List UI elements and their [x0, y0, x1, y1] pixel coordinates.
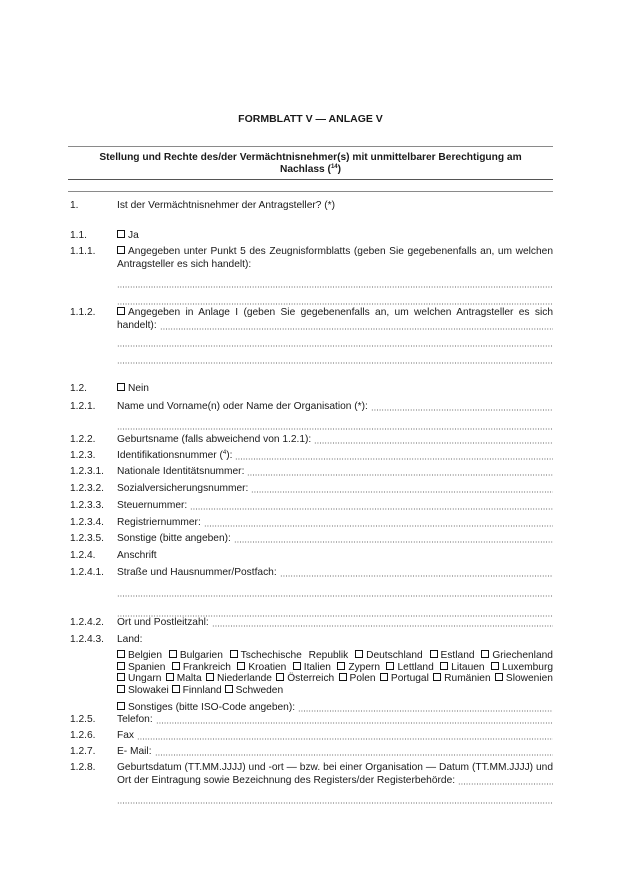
- field-label: E- Mail:: [117, 746, 152, 757]
- divider: [68, 191, 553, 192]
- field-label-line1: Geburtsdatum (TT.MM.JJJJ) und -ort — bzw. bei einer Organisation — Datum (TT.MM.JJJJ) und: [117, 762, 553, 773]
- country-option: [380, 673, 429, 684]
- country-option: [117, 673, 161, 684]
- country-label: Estland: [440, 650, 475, 661]
- sonstige-input[interactable]: [234, 533, 553, 543]
- sozialversicherung-input[interactable]: [251, 483, 553, 493]
- country-option: [337, 662, 380, 673]
- name-input[interactable]: [371, 401, 553, 411]
- field-label: Nationale Identitätsnummer:: [117, 466, 245, 477]
- field-label: Straße und Hausnummer/Postfach:: [117, 567, 277, 578]
- country-checkbox[interactable]: [166, 673, 174, 681]
- country-option: [339, 673, 376, 684]
- item-number: 1.2.: [70, 383, 87, 394]
- country-option: [276, 673, 334, 684]
- field-label: Sozialversicherungsnummer:: [117, 483, 249, 494]
- country-label: Rumänien: [444, 673, 491, 685]
- email-input[interactable]: [155, 746, 553, 756]
- country-label: Slowenien: [505, 673, 553, 685]
- strasse-input[interactable]: [280, 567, 553, 577]
- country-checkbox[interactable]: [172, 662, 180, 670]
- country-checkbox-list: [117, 650, 553, 696]
- nationale-id-input[interactable]: [247, 466, 553, 476]
- country-checkbox[interactable]: [491, 662, 499, 670]
- fill-line[interactable]: [117, 277, 553, 290]
- checkbox-ja[interactable]: [117, 230, 125, 238]
- footnote-ref: 4: [222, 450, 227, 456]
- country-option: [481, 650, 553, 661]
- country-option: [433, 673, 490, 684]
- country-checkbox[interactable]: [206, 673, 214, 681]
- country-label: Polen: [349, 673, 376, 685]
- item-number: 1.2.3.4.: [70, 517, 104, 528]
- item-number: 1.2.4.2.: [70, 617, 104, 628]
- field-label: Sonstige (bitte angeben):: [117, 533, 231, 544]
- country-option: [166, 673, 202, 684]
- option-text-line2: handelt):: [117, 320, 157, 331]
- steuernummer-input[interactable]: [190, 500, 553, 510]
- checkbox-punkt-5[interactable]: [117, 246, 125, 254]
- country-option: [495, 673, 553, 684]
- checkbox-nein[interactable]: [117, 383, 125, 391]
- item-number: 1.2.4.3.: [70, 634, 104, 645]
- country-label: Portugal: [390, 673, 429, 685]
- country-checkbox[interactable]: [495, 673, 503, 681]
- country-label: Bulgarien: [179, 650, 223, 661]
- country-checkbox[interactable]: [117, 685, 125, 693]
- country-label: Kroatien: [248, 661, 287, 673]
- country-checkbox[interactable]: [355, 650, 363, 658]
- fax-input[interactable]: [137, 730, 553, 740]
- section-title-line1: Stellung und Rechte des/der Vermächtnisnehmer(s) mit unmittelbarer Berechtigung am: [99, 152, 522, 163]
- country-label: Lettland: [397, 661, 434, 673]
- country-option: [430, 650, 475, 661]
- other-country-label: Sonstiges (bitte ISO-Code angeben):: [128, 702, 296, 714]
- country-label: Deutschland: [366, 650, 423, 661]
- country-checkbox[interactable]: [386, 662, 394, 670]
- option-text-line1: Angegeben unter Punkt 5 des Zeugnisformblatts (geben Sie gegebenenfalls an, um welchen: [128, 246, 553, 257]
- geburtsdatum-input[interactable]: [458, 775, 553, 785]
- field-label: Geburtsname (falls abweichend von 1.2.1):: [117, 434, 312, 445]
- country-checkbox[interactable]: [237, 662, 245, 670]
- fill-line[interactable]: [117, 353, 553, 366]
- country-checkbox[interactable]: [225, 685, 233, 693]
- country-option: [293, 662, 331, 673]
- country-checkbox[interactable]: [276, 673, 284, 681]
- item-number: 1.: [70, 200, 79, 211]
- country-option: [230, 650, 349, 661]
- item-number: 1.2.8.: [70, 762, 96, 773]
- item-number: 1.2.4.: [70, 550, 96, 561]
- field-label: Land:: [117, 634, 143, 645]
- ort-input[interactable]: [212, 617, 553, 627]
- item-number: 1.1.2.: [70, 307, 96, 318]
- country-option: [117, 650, 162, 661]
- checkbox-anlage-1[interactable]: [117, 307, 125, 315]
- country-checkbox[interactable]: [380, 673, 388, 681]
- country-label: Luxemburg: [502, 661, 553, 673]
- field-label: Registriernummer:: [117, 517, 201, 528]
- item-number: 1.2.6.: [70, 730, 96, 741]
- country-checkbox[interactable]: [117, 662, 125, 670]
- option-label: Ja: [128, 230, 139, 241]
- field-label: Ort und Postleitzahl:: [117, 617, 209, 628]
- country-label: Niederlande: [216, 673, 272, 685]
- form-title: FORMBLATT V — ANLAGE V: [238, 113, 383, 125]
- divider: [68, 146, 553, 147]
- field-label: Steuernummer:: [117, 500, 188, 511]
- item-number: 1.2.1.: [70, 401, 96, 412]
- item-number: 1.2.5.: [70, 714, 96, 725]
- country-option: [491, 662, 553, 673]
- country-label: Ungarn: [128, 673, 162, 685]
- country-checkbox[interactable]: [430, 650, 438, 658]
- country-checkbox[interactable]: [172, 685, 180, 693]
- country-option: [117, 685, 169, 696]
- country-label: Malta: [176, 673, 202, 685]
- identifikationsnummer-input[interactable]: [235, 450, 553, 460]
- country-label: Spanien: [128, 661, 166, 673]
- geburtsdatum-input-line2[interactable]: [117, 793, 553, 806]
- country-checkbox[interactable]: [293, 662, 301, 670]
- field-label-line2: Ort der Eintragung sowie Bezeichnung des Registers/der Registerbehörde:: [117, 775, 456, 786]
- country-option: [225, 685, 284, 696]
- country-label: Österreich: [287, 673, 335, 685]
- country-option: [206, 673, 272, 684]
- checkbox-sonstiges-land[interactable]: [117, 702, 125, 710]
- fill-line[interactable]: [117, 336, 553, 349]
- country-option: [440, 662, 484, 673]
- field-label: Telefon:: [117, 714, 153, 725]
- country-checkbox[interactable]: [337, 662, 345, 670]
- country-label: Belgien: [128, 650, 162, 661]
- country-checkbox[interactable]: [433, 673, 441, 681]
- section-title-line2: Nachlass ($^{14}$): [279, 164, 342, 175]
- option-label: Nein: [128, 383, 149, 394]
- country-label: Italien: [303, 661, 331, 673]
- country-checkbox[interactable]: [117, 650, 125, 658]
- country-label: Litauen: [451, 661, 485, 673]
- item-number: 1.2.3.: [70, 450, 96, 461]
- country-checkbox[interactable]: [440, 662, 448, 670]
- item-number: 1.1.1.: [70, 246, 96, 257]
- option-text-line1: Angegeben in Anlage I (geben Sie gegebenenfalls an, um welchen Antragsteller es sich: [128, 307, 553, 318]
- country-option: [172, 662, 231, 673]
- country-option: [169, 650, 223, 661]
- country-checkbox[interactable]: [169, 650, 177, 658]
- field-label: Anschrift: [117, 550, 157, 561]
- country-label: Slowakei: [128, 684, 169, 696]
- section-title: [68, 152, 553, 176]
- item-number: 1.2.4.1.: [70, 567, 104, 578]
- country-checkbox[interactable]: [339, 673, 347, 681]
- country-label: Griechenland: [492, 650, 553, 661]
- fill-line[interactable]: [160, 320, 553, 330]
- item-number: 1.2.3.3.: [70, 500, 104, 511]
- country-label: Zypern: [348, 661, 381, 673]
- country-option: [237, 662, 286, 673]
- country-label: Finnland: [182, 684, 222, 696]
- name-input-line2[interactable]: [117, 419, 553, 432]
- country-checkbox[interactable]: [481, 650, 489, 658]
- telefon-input[interactable]: [156, 714, 553, 724]
- question-text: Ist der Vermächtnisnehmer der Antragsteller? (*): [117, 200, 335, 211]
- item-number: 1.2.3.1.: [70, 466, 104, 477]
- country-label: Frankreich: [182, 661, 231, 673]
- country-option: [172, 685, 222, 696]
- country-option: [355, 650, 423, 661]
- country-label: Tschechische Republik: [240, 650, 349, 661]
- item-number: 1.2.2.: [70, 434, 96, 445]
- divider: [68, 179, 553, 180]
- item-number: 1.2.7.: [70, 746, 96, 757]
- item-number: 1.2.3.5.: [70, 533, 104, 544]
- strasse-input-line2[interactable]: [117, 586, 553, 599]
- registriernummer-input[interactable]: [204, 517, 553, 527]
- field-label: Identifikationsnummer ($^4$):: [117, 450, 233, 461]
- footnote-ref: 14: [330, 164, 338, 170]
- country-option: [117, 662, 165, 673]
- country-option: [386, 662, 433, 673]
- country-checkbox[interactable]: [117, 673, 125, 681]
- iso-code-input[interactable]: [298, 702, 553, 712]
- item-number: 1.2.3.2.: [70, 483, 104, 494]
- field-label: Name und Vorname(n) oder Name der Organisation (*):: [117, 401, 368, 412]
- option-text-line2: Antragsteller es sich handelt):: [117, 259, 252, 270]
- country-checkbox[interactable]: [230, 650, 238, 658]
- geburtsname-input[interactable]: [314, 434, 553, 444]
- country-label: Schweden: [235, 684, 284, 696]
- item-number: 1.1.: [70, 230, 87, 241]
- field-label: Fax: [117, 730, 134, 741]
